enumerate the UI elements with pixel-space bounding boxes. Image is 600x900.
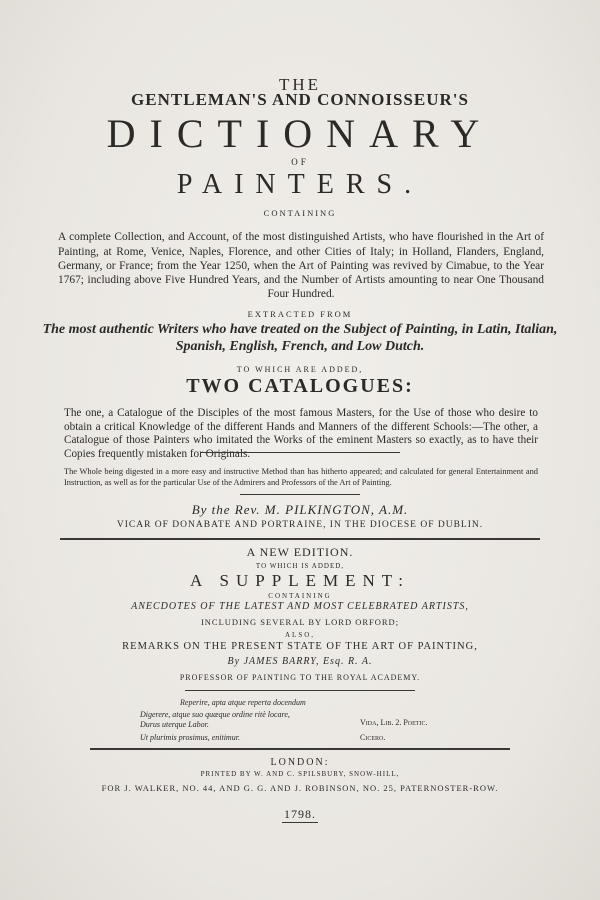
- title-painters: PAINTERS.: [176, 169, 424, 200]
- barry-line: By JAMES BARRY, Esq. R. A.: [227, 656, 373, 667]
- title-gentlemans: GENTLEMAN'S AND CONNOISSEUR'S: [131, 90, 469, 109]
- supplement-heading: A SUPPLEMENT:: [189, 571, 411, 590]
- new-edition-label: A NEW EDITION.: [246, 545, 354, 559]
- vicar-line: VICAR OF DONABATE AND PORTRAINE, IN THE DIOCESE OF DUBLIN.: [116, 520, 484, 530]
- epigraph-line-3: Durus uterque Labor.: [140, 720, 209, 729]
- divider-5: [90, 748, 510, 750]
- anecdotes-line: ANECDOTES OF THE LATEST AND MOST CELEBRATED ARTISTS,: [131, 601, 469, 612]
- sources-text: The most authentic Writers who have treated on the Subject of Painting, in Latin, Italian, Spanish, English, French, and Low Dutch.: [42, 322, 558, 354]
- to-which-are-added-label: TO WHICH ARE ADDED,: [236, 365, 364, 374]
- divider-4: [185, 690, 415, 691]
- author-line: By the Rev. M. PILKINGTON, A.M.: [191, 502, 409, 517]
- title-the: THE: [278, 75, 322, 94]
- epigraph-attribution-2: Cicero.: [360, 733, 386, 742]
- divider-1: [200, 452, 400, 453]
- imprint-printed: PRINTED BY W. AND C. SPILSBURY, SNOW-HILL,: [200, 770, 400, 778]
- imprint-london: LONDON:: [270, 757, 330, 768]
- catalogues-paragraph: The one, a Catalogue of the Disciples of the most famous Masters, for the Use of those who desire to obtain a critical Knowledge of the different Hands and Manners of the different Schools:—The other, a Catalogue of those Painters who imitated the Works of the eminent Masters so exactly, as to have their Copies frequently mistaken for Originals.: [64, 407, 538, 460]
- divider-2: [240, 494, 360, 495]
- professor-line: PROFESSOR OF PAINTING TO THE ROYAL ACADEMY.: [179, 673, 421, 682]
- also-label: ALSO,: [284, 631, 316, 639]
- containing-label: CONTAINING: [263, 208, 337, 218]
- digested-paragraph: The Whole being digested in a more easy and instructive Method than has hitherto appeared; and calculated for general Entertainment and Instruction, as well as for the particular Use of the Admirers and Professors of the Art of Painting.: [64, 467, 538, 488]
- title-of: OF: [291, 157, 309, 167]
- title-dictionary: DICTIONARY: [106, 111, 494, 156]
- epigraph-line-2: Digerere, atque suo quæque ordine ritè locare,: [140, 710, 290, 719]
- including-line: INCLUDING SEVERAL BY LORD ORFORD;: [200, 617, 400, 627]
- extracted-from-label: EXTRACTED FROM: [247, 309, 353, 319]
- imprint-for: FOR J. WALKER, NO. 44, AND G. G. AND J. ROBINSON, NO. 25, PATERNOSTER-ROW.: [101, 783, 499, 793]
- epigraph-attribution-1: Vida, Lib. 2. Poetic.: [360, 718, 428, 727]
- epigraph-line-1: Reperire, apta atque reperta docendum: [180, 698, 306, 707]
- imprint-year: 1798.: [284, 807, 316, 821]
- two-catalogues-heading: TWO CATALOGUES:: [186, 375, 414, 397]
- containing-label-2: CONTAINING: [268, 592, 332, 600]
- remarks-line: REMARKS ON THE PRESENT STATE OF THE ART OF PAINTING,: [122, 641, 478, 652]
- year-underline: [282, 822, 318, 823]
- divider-3: [60, 538, 540, 540]
- epigraph-line-4: Ut plurimis prosimus, enitimur.: [140, 733, 240, 742]
- description-paragraph: A complete Collection, and Account, of the most distinguished Artists, who have flourished in the Art of Painting, at Rome, Venice, Naples, Florence, and other Cities of Italy; in Holland, Flanders, England, Germany, or France; from the Year 1250, when the Art of Painting was revived by Cimabue, to the Year 1767; including above Five Hundred Years, and the Number of Artists amounting to near One Thousand Four Hundred.: [58, 231, 544, 301]
- to-which-is-added-label: TO WHICH IS ADDED,: [255, 562, 345, 570]
